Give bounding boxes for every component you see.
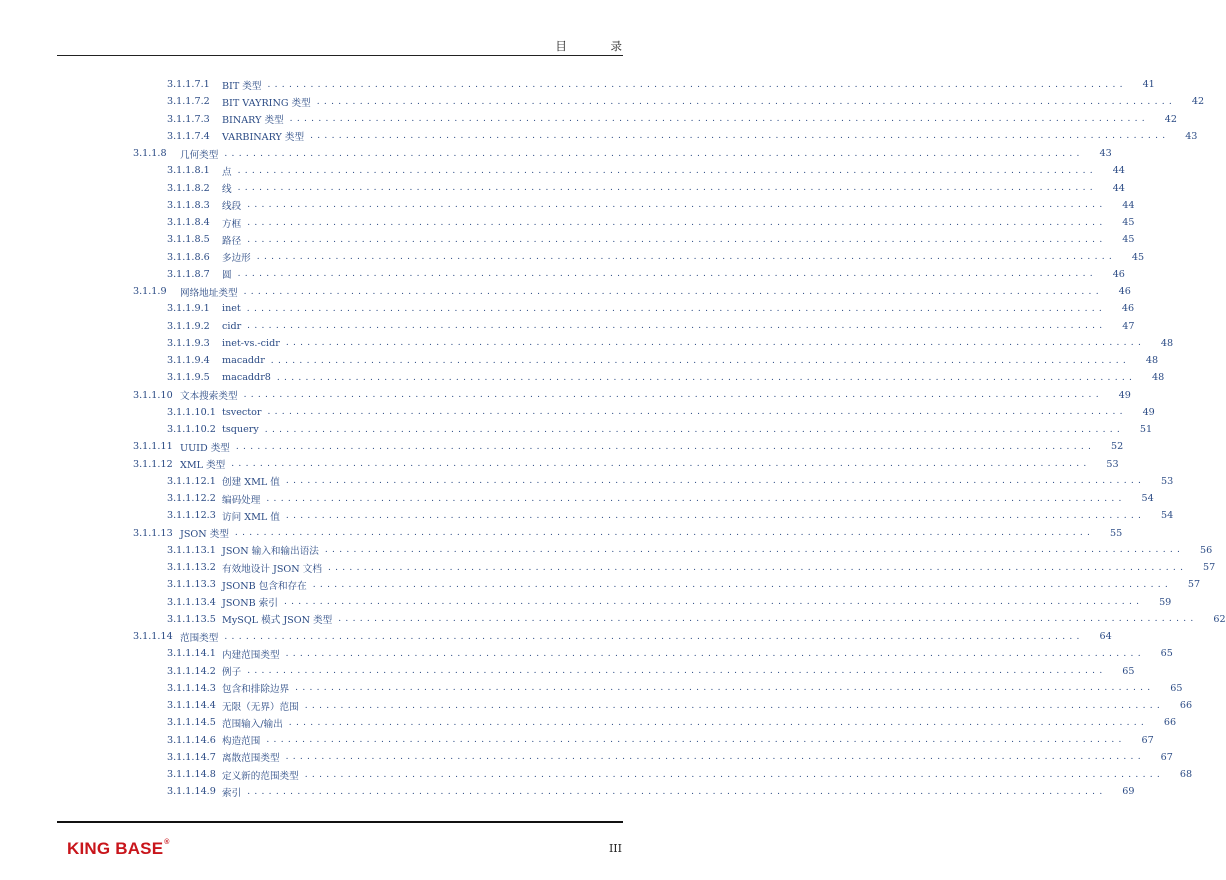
toc-entry-title: 索引 (222, 787, 242, 799)
toc-entry-title: UUID 类型 (180, 442, 230, 454)
toc-entry[interactable] (0, 645, 1173, 662)
toc-entry-number: 3.1.1.9.1 (167, 303, 210, 315)
toc-entry-title: 访问 XML 值 (222, 511, 280, 523)
toc-entry-number: 3.1.1.7.1 (167, 79, 210, 90)
toc-entry-number: 3.1.1.11 (133, 441, 173, 453)
toc-entry-page: 44 (1112, 165, 1125, 177)
toc-entry[interactable] (0, 766, 1193, 783)
toc-entry-number: 3.1.1.10.2 (167, 424, 216, 435)
toc-entry-number: 3.1.1.8.2 (167, 182, 210, 194)
toc-entry-page: 49 (1142, 406, 1155, 418)
toc-leader-dots: ........................................................................................................................ (312, 579, 1173, 590)
toc-entry[interactable] (0, 456, 1119, 473)
toc-leader-dots: ........................................................................................................................ (234, 528, 1095, 538)
toc-entry-title: JSONB 包含和存在 (222, 580, 307, 592)
toc-leader-dots: ........................................................................................................................ (243, 390, 1103, 400)
toc-entry-number: 3.1.1.9 (133, 286, 167, 297)
toc-entry-number: 3.1.1.8.3 (167, 199, 210, 211)
toc-entry-number: 3.1.1.13.1 (167, 544, 216, 556)
toc-entry-page: 54 (1161, 510, 1174, 522)
toc-entry-number: 3.1.1.8.6 (167, 251, 210, 263)
toc-leader-dots: ........................................................................................................................ (285, 338, 1146, 349)
toc-entry[interactable] (0, 300, 1135, 317)
toc-leader-dots: ........................................................................................................................ (285, 510, 1146, 521)
toc-entry[interactable] (0, 507, 1174, 524)
toc-leader-dots: ........................................................................................................................ (243, 286, 1103, 297)
toc-entry-page: 59 (1159, 596, 1172, 608)
toc-entry-title: 点 (222, 166, 232, 178)
toc-entry-page: 51 (1139, 424, 1153, 435)
toc-entry[interactable] (0, 611, 1226, 628)
toc-entry-page: 57 (1203, 562, 1216, 573)
toc-entry-title: JSONB 索引 (222, 598, 278, 609)
toc-entry[interactable] (0, 680, 1183, 697)
toc-entry[interactable] (0, 352, 1159, 369)
toc-entry-number: 3.1.1.14.4 (167, 700, 216, 711)
toc-entry-page: 49 (1118, 389, 1131, 401)
toc-entry[interactable] (0, 525, 1123, 542)
toc-entry-title: 范围输入/输出 (222, 718, 283, 730)
toc-entry-number: 3.1.1.14.6 (167, 734, 216, 746)
toc-leader-dots: ........................................................................................................................ (304, 700, 1165, 711)
toc-entry[interactable] (0, 438, 1124, 455)
toc-entry[interactable] (0, 559, 1216, 576)
toc-entry-page: 45 (1122, 217, 1135, 228)
toc-entry[interactable] (0, 421, 1153, 438)
toc-leader-dots: ........................................................................................................................ (324, 545, 1185, 556)
toc-entry[interactable] (0, 473, 1174, 490)
toc-leader-dots: ........................................................................................................................ (237, 183, 1097, 193)
toc-entry-number: 3.1.1.9.3 (167, 337, 210, 349)
toc-leader-dots: ........................................................................................................................ (266, 493, 1126, 504)
toc-entry-title: 方框 (222, 218, 242, 230)
toc-entry-number: 3.1.1.12.3 (167, 510, 216, 522)
toc-entry[interactable] (0, 162, 1125, 179)
toc-leader-dots: ........................................................................................................................ (266, 735, 1126, 745)
toc-leader-dots: ........................................................................................................................ (256, 252, 1117, 262)
toc-entry-page: 65 (1122, 665, 1135, 677)
toc-entry-page: 64 (1099, 631, 1112, 642)
toc-entry-page: 53 (1161, 475, 1174, 487)
toc-entry[interactable] (0, 197, 1135, 214)
toc-entry-page: 56 (1199, 544, 1213, 556)
toc-leader-dots: ........................................................................................................................ (267, 79, 1127, 90)
toc-entry-page: 68 (1179, 769, 1193, 780)
toc-entry[interactable] (0, 93, 1205, 110)
toc-leader-dots: ........................................................................................................................ (338, 614, 1198, 625)
toc-entry[interactable] (0, 180, 1125, 197)
toc-entry[interactable] (0, 266, 1125, 283)
toc-entry-number: 3.1.1.8.5 (167, 234, 210, 246)
toc-entry[interactable] (0, 783, 1135, 800)
toc-entry-title: 内建范围类型 (222, 649, 280, 661)
toc-entry[interactable] (0, 128, 1198, 145)
toc-entry[interactable] (0, 283, 1131, 300)
toc-leader-dots: ........................................................................................................................ (295, 683, 1155, 694)
toc-entry-number: 3.1.1.14.2 (167, 665, 216, 677)
toc-leader-dots: ........................................................................................................................ (285, 648, 1145, 659)
kingbase-logo (67, 839, 170, 859)
toc-leader-dots: ........................................................................................................................ (224, 631, 1084, 642)
toc-entry-title: 线段 (222, 201, 242, 213)
toc-entry[interactable] (0, 145, 1112, 162)
toc-entry-title: macaddr8 (222, 372, 271, 384)
toc-entry-page: 43 (1185, 130, 1198, 142)
toc-entry-number: 3.1.1.9.4 (167, 355, 210, 366)
toc-leader-dots: ........................................................................................................................ (231, 459, 1091, 469)
toc-leader-dots: ........................................................................................................................ (247, 786, 1107, 797)
toc-entry[interactable] (0, 542, 1213, 559)
toc-entry-title: 无限（无界）范围 (222, 701, 299, 713)
toc-entry-number: 3.1.1.13.4 (167, 596, 216, 608)
toc-entry-page: 46 (1112, 268, 1125, 280)
toc-entry-title: 有效地设计 JSON 文档 (222, 563, 322, 575)
toc-entry[interactable] (0, 214, 1135, 231)
toc-entry-number: 3.1.1.8 (133, 148, 167, 159)
toc-leader-dots: ........................................................................................................................ (285, 476, 1146, 487)
toc-leader-dots: ........................................................................................................................ (246, 303, 1107, 314)
toc-entry-number: 3.1.1.14 (133, 631, 173, 642)
toc-entry-title: 范围类型 (180, 632, 219, 644)
toc-entry-number: 3.1.1.13 (133, 527, 173, 539)
toc-entry-number: 3.1.1.8.7 (167, 268, 210, 280)
toc-entry-number: 3.1.1.14.5 (167, 717, 216, 729)
toc-entry-number: 3.1.1.14.3 (167, 682, 216, 694)
toc-entry-page: 45 (1122, 234, 1135, 246)
toc-entry-number: 3.1.1.12.2 (167, 493, 216, 504)
toc-entry-page: 46 (1121, 303, 1135, 315)
toc-entry[interactable] (0, 628, 1112, 645)
toc-entry-title: XML 类型 (180, 460, 226, 471)
toc-entry-title: BIT VAYRING 类型 (222, 97, 311, 109)
toc-entry-page: 57 (1187, 579, 1201, 591)
toc-leader-dots: ........................................................................................................................ (247, 321, 1107, 331)
toc-leader-dots: ........................................................................................................................ (288, 717, 1149, 728)
toc-entry-number: 3.1.1.14.9 (167, 786, 216, 798)
toc-entry-title: JSON 类型 (180, 529, 229, 540)
toc-leader-dots: ........................................................................................................................ (327, 562, 1188, 573)
toc-entry-page: 44 (1112, 182, 1125, 194)
toc-entry[interactable] (0, 749, 1173, 766)
toc-entry-title: 离散范围类型 (222, 753, 280, 765)
toc-entry[interactable] (0, 231, 1135, 248)
toc-leader-dots: ........................................................................................................................ (235, 441, 1096, 452)
toc-entry-page: 42 (1191, 96, 1205, 108)
toc-entry-number: 3.1.1.10 (133, 389, 173, 401)
toc-leader-dots: ........................................................................................................................ (247, 666, 1107, 676)
toc-entry-page: 62 (1213, 613, 1226, 625)
toc-entry-number: 3.1.1.9.2 (167, 320, 210, 332)
registered-mark: ® (164, 839, 170, 846)
toc-entry[interactable] (0, 318, 1135, 335)
toc-leader-dots: ........................................................................................................................ (304, 769, 1165, 780)
toc-entry-page: 46 (1118, 286, 1131, 297)
toc-entry-page: 52 (1110, 441, 1124, 453)
toc-entry-title: 定义新的范围类型 (222, 770, 299, 782)
toc-entry[interactable] (0, 732, 1154, 749)
toc-entry-page: 43 (1099, 148, 1112, 159)
toc-entry-page: 48 (1145, 355, 1159, 366)
toc-leader-dots: ........................................................................................................................ (276, 372, 1137, 383)
toc-leader-dots: ........................................................................................................................ (247, 200, 1107, 211)
logo-text: KING BASE (67, 839, 164, 858)
toc-entry-title: BIT 类型 (222, 80, 262, 92)
toc-entry-title: tsquery (222, 424, 259, 435)
toc-entry-page: 65 (1160, 648, 1173, 660)
toc-entry-title: 包含和排除边界 (222, 684, 290, 696)
toc-entry-page: 53 (1106, 458, 1119, 470)
toc-entry-title: 构造范围 (222, 736, 261, 747)
toc-entry-number: 3.1.1.14.1 (167, 648, 216, 660)
toc-entry[interactable] (0, 249, 1145, 266)
toc-entry-page: 66 (1179, 700, 1193, 711)
toc-entry[interactable] (0, 576, 1201, 593)
toc-entry-page: 54 (1141, 493, 1154, 504)
page-header-title: 目 录 (555, 39, 642, 53)
toc-entry-title: 圆 (222, 270, 232, 282)
toc-entry[interactable] (0, 663, 1135, 680)
toc-leader-dots: ........................................................................................................................ (237, 165, 1097, 176)
header-rule (57, 55, 623, 56)
toc-entry-number: 3.1.1.8.1 (167, 165, 210, 177)
toc-entry-title: 创建 XML 值 (222, 477, 280, 489)
toc-leader-dots: ........................................................................................................................ (267, 407, 1127, 418)
toc-entry-page: 55 (1110, 527, 1123, 539)
toc-entry-title: MySQL 模式 JSON 类型 (222, 615, 333, 627)
toc-entry-number: 3.1.1.7.3 (167, 113, 210, 125)
toc-entry[interactable] (0, 594, 1172, 611)
toc-entry-title: BINARY 类型 (222, 115, 284, 126)
toc-entry-title: JSON 输入和输出语法 (222, 546, 319, 558)
toc-entry[interactable] (0, 111, 1177, 128)
toc-entry-title: VARBINARY 类型 (222, 132, 305, 144)
toc-leader-dots: ........................................................................................................................ (247, 217, 1107, 228)
toc-entry-number: 3.1.1.13.3 (167, 579, 216, 591)
toc-leader-dots: ........................................................................................................................ (316, 96, 1177, 107)
page-number: III (608, 842, 622, 855)
toc-entry[interactable] (0, 404, 1155, 421)
toc-entry-title: 文本搜索类型 (180, 391, 238, 402)
toc-entry-number: 3.1.1.9.5 (167, 372, 210, 384)
toc-leader-dots: ........................................................................................................................ (285, 752, 1145, 763)
toc-leader-dots: ........................................................................................................................ (264, 424, 1125, 435)
toc-entry-number: 3.1.1.8.4 (167, 217, 210, 228)
toc-entry-title: 例子 (222, 667, 242, 678)
toc-entry-page: 44 (1122, 199, 1135, 211)
toc-entry-number: 3.1.1.14.7 (167, 751, 216, 763)
toc-entry-page: 66 (1163, 717, 1177, 729)
toc-entry-title: 多边形 (222, 253, 251, 264)
toc-entry-number: 3.1.1.14.8 (167, 769, 216, 780)
toc-leader-dots: ........................................................................................................................ (237, 269, 1097, 280)
footer-rule (57, 821, 623, 823)
toc-entry[interactable] (0, 369, 1165, 386)
toc-entry[interactable] (0, 697, 1193, 714)
toc-leader-dots: ........................................................................................................................ (270, 355, 1131, 366)
toc-entry-page: 67 (1160, 751, 1173, 763)
toc-entry-page: 67 (1141, 734, 1154, 746)
toc-entry-number: 3.1.1.13.5 (167, 613, 216, 625)
toc-entry-number: 3.1.1.10.1 (167, 406, 216, 418)
toc-entry-page: 42 (1164, 113, 1177, 125)
toc-entry-title: 线 (222, 184, 232, 195)
toc-entry-title: inet (222, 303, 241, 315)
toc-entry-page: 41 (1142, 79, 1155, 90)
toc-entry-page: 48 (1151, 372, 1165, 384)
toc-entry-title: 几何类型 (180, 149, 219, 161)
toc-leader-dots: ........................................................................................................................ (289, 114, 1149, 124)
toc-entry-title: 编码处理 (222, 494, 261, 506)
toc-entry-page: 47 (1122, 320, 1135, 332)
toc-entry-number: 3.1.1.7.4 (167, 130, 210, 142)
toc-entry-title: inet-vs.-cidr (222, 337, 280, 349)
toc-leader-dots: ........................................................................................................................ (283, 597, 1144, 607)
toc-entry-number: 3.1.1.13.2 (167, 562, 216, 573)
toc-entry[interactable] (0, 76, 1155, 93)
toc-entry[interactable] (0, 490, 1154, 507)
toc-leader-dots: ........................................................................................................................ (224, 148, 1084, 159)
toc-leader-dots: ........................................................................................................................ (310, 131, 1170, 142)
toc-entry-page: 45 (1131, 251, 1145, 263)
toc-leader-dots: ........................................................................................................................ (247, 234, 1107, 245)
toc-entry-page: 65 (1170, 682, 1183, 694)
toc-entry[interactable] (0, 387, 1131, 404)
toc-entry-page: 48 (1160, 337, 1174, 349)
toc-entry-number: 3.1.1.7.2 (167, 96, 210, 108)
toc-entry-title: 路径 (222, 235, 242, 247)
toc-entry-page: 69 (1122, 786, 1135, 798)
toc-entry-title: macaddr (222, 355, 265, 366)
toc-entry-title: tsvector (222, 406, 262, 418)
toc-entry[interactable] (0, 714, 1177, 731)
toc-entry[interactable] (0, 335, 1174, 352)
toc-entry-title: cidr (222, 320, 242, 332)
toc-entry-number: 3.1.1.12.1 (167, 475, 216, 487)
toc-entry-number: 3.1.1.12 (133, 458, 173, 470)
toc-entry-title: 网络地址类型 (180, 287, 238, 299)
